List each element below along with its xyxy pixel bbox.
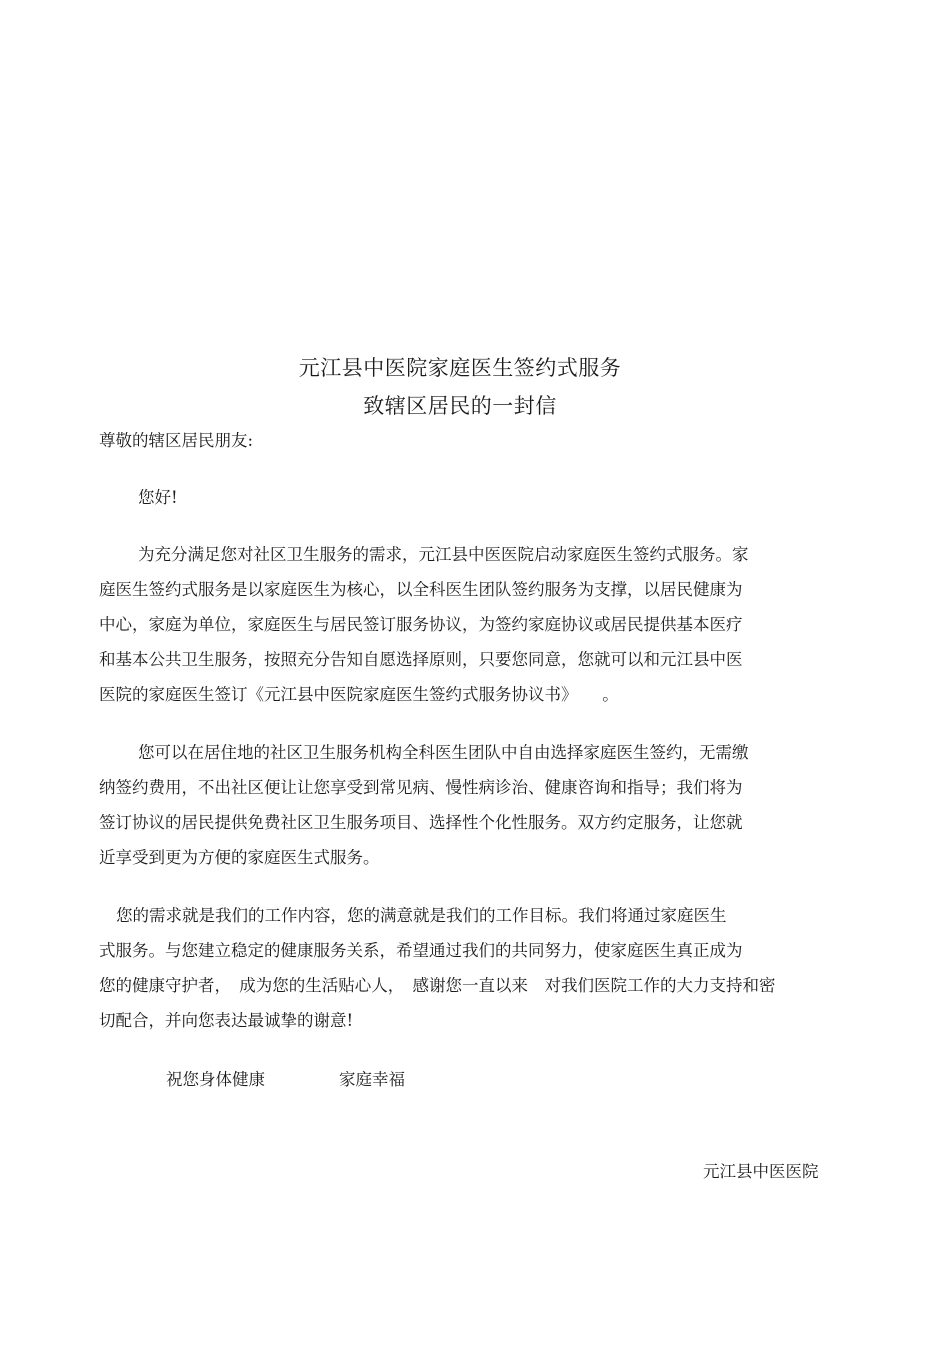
signature: 元江县中医医院	[703, 1162, 819, 1181]
paragraph-1-line-2: 庭医生签约式服务是以家庭医生为核心，以全科医生团队签约服务为支撑，以居民健康为	[99, 580, 743, 599]
paragraph-2-line-2: 纳签约费用，不出社区便让让您享受到常见病、慢性病诊治、健康咨询和指导；我们将为	[99, 778, 743, 797]
closing-wish-family: 家庭幸福	[339, 1070, 405, 1089]
title-line-1: 元江县中医院家庭医生签约式服务	[298, 356, 622, 380]
paragraph-3-line-1: 您的需求就是我们的工作内容，您的满意就是我们的工作目标。我们将通过家庭医生	[116, 906, 727, 925]
paragraph-1-line-4: 和基本公共卫生服务，按照充分告知自愿选择原则，只要您同意，您就可以和元江县中医	[99, 650, 743, 669]
closing-wish-health: 祝您身体健康	[166, 1070, 265, 1089]
paragraph-2-line-4: 近享受到更为方便的家庭医生式服务。	[99, 848, 380, 867]
greeting: 您好!	[138, 488, 178, 507]
paragraph-2-line-3: 签订协议的居民提供免费社区卫生服务项目、选择性个化性服务。双方约定服务，让您就	[99, 813, 743, 832]
salutation: 尊敬的辖区居民朋友:	[99, 431, 254, 450]
paragraph-3-line-2: 式服务。与您建立稳定的健康服务关系，希望通过我们的共同努力，使家庭医生真正成为	[99, 941, 743, 960]
paragraph-3-line-4: 切配合，并向您表达最诚挚的谢意!	[99, 1011, 354, 1030]
paragraph-1-line-1: 为充分满足您对社区卫生服务的需求，元江县中医医院启动家庭医生签约式服务。家	[138, 545, 749, 564]
paragraph-1-line-3: 中心，家庭为单位，家庭医生与居民签订服务协议，为签约家庭协议或居民提供基本医疗	[99, 615, 743, 634]
paragraph-3-line-3: 您的健康守护者， 成为您的生活贴心人， 感谢您一直以来 对我们医院工作的大力支持和密	[99, 976, 776, 995]
title-line-2: 致辖区居民的一封信	[363, 394, 557, 418]
paragraph-1-line-5: 医院的家庭医生签订《元江县中医院家庭医生签约式服务协议书》 。	[99, 685, 619, 704]
paragraph-2-line-1: 您可以在居住地的社区卫生服务机构全科医生团队中自由选择家庭医生签约，无需缴	[138, 743, 749, 762]
